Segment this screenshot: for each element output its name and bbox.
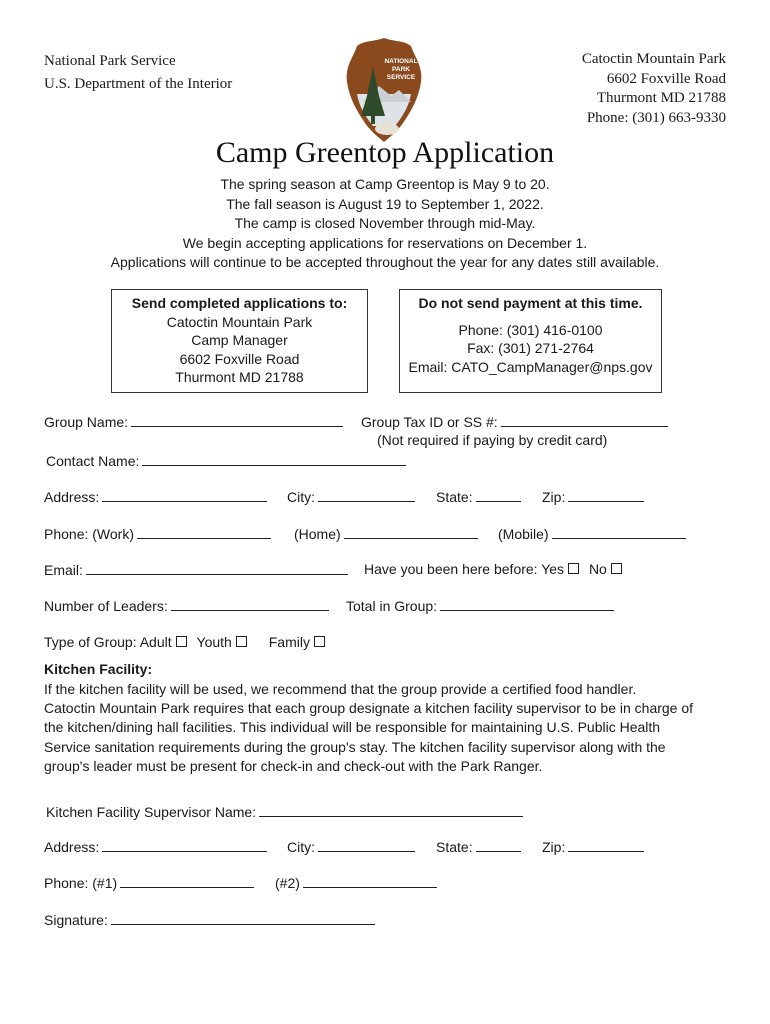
email-label: Email: xyxy=(44,562,83,578)
type-group-label: Type of Group: Adult xyxy=(44,634,172,650)
total-group-row xyxy=(346,597,614,614)
state-field[interactable] xyxy=(476,488,521,502)
logo-text-park: PARK xyxy=(392,66,410,73)
total-group-label: Total in Group: xyxy=(346,598,438,614)
phone-home-label: (Home) xyxy=(294,526,341,542)
city-field[interactable] xyxy=(318,488,415,502)
payment-box xyxy=(399,289,662,393)
phone-home-row xyxy=(294,525,478,542)
park-phone: Phone: (301) 663-9330 xyxy=(586,109,726,126)
intro-text xyxy=(0,175,770,273)
yes-checkbox[interactable] xyxy=(568,563,579,574)
payment-box-line: Email: CATO_CampManager@nps.gov xyxy=(408,358,653,375)
tax-id-field[interactable] xyxy=(501,413,668,427)
signature-field[interactable] xyxy=(111,911,375,925)
tree-trunk xyxy=(371,114,375,124)
email-row xyxy=(44,561,348,578)
email-field[interactable] xyxy=(86,561,348,575)
kitchen-text-line: Service sanitation requirements during the group's stay. The kitchen facility supervisor along with the xyxy=(44,738,666,755)
tax-id-note: (Not required if paying by credit card) xyxy=(377,432,608,448)
park-address-block xyxy=(582,50,726,128)
kitchen-facility-heading: Kitchen Facility: xyxy=(44,661,153,677)
phone-home-field[interactable] xyxy=(344,525,478,539)
kitchen-phone1-field[interactable] xyxy=(120,874,254,888)
num-leaders-row xyxy=(44,597,329,614)
agency-name: National Park Service xyxy=(44,53,176,69)
family-label: Family xyxy=(268,634,310,650)
intro-line: The fall season is August 19 to September 1, 2022. xyxy=(226,195,544,212)
address-field[interactable] xyxy=(102,488,267,502)
payment-box-line: Fax: (301) 271-2764 xyxy=(467,340,594,356)
zip-label: Zip: xyxy=(542,489,566,505)
intro-line: Applications will continue to be accepted throughout the year for any dates still available. xyxy=(110,254,660,270)
park-street: 6602 Foxville Road xyxy=(606,70,726,87)
no-label: No xyxy=(588,561,607,577)
send-box-heading: Send completed applications to: xyxy=(131,295,348,311)
supervisor-name-label: Kitchen Facility Supervisor Name: xyxy=(46,804,257,820)
payment-box-heading: Do not send payment at this time. xyxy=(418,295,643,311)
signature-row xyxy=(44,911,375,928)
kitchen-city-row xyxy=(287,838,415,855)
signature-label: Signature: xyxy=(44,912,108,928)
kitchen-text-line: Catoctin Mountain Park requires that each group designate a kitchen facility supervisor to be in charge of xyxy=(44,700,694,717)
been-before-label: Have you been here before: Yes xyxy=(364,561,565,577)
nps-arrowhead-logo xyxy=(343,36,425,144)
kitchen-text-line: group's leader must be present for check-in and check-out with the Park Ranger. xyxy=(44,757,543,774)
agency-block xyxy=(44,50,232,96)
kitchen-phone1-row xyxy=(44,874,254,891)
intro-line: The spring season at Camp Greentop is May 9 to 20. xyxy=(220,176,550,192)
phone-mobile-row xyxy=(498,525,686,542)
kitchen-state-field[interactable] xyxy=(476,838,521,852)
park-name: Catoctin Mountain Park xyxy=(581,51,726,67)
kitchen-city-field[interactable] xyxy=(318,838,415,852)
phone-mobile-field[interactable] xyxy=(552,525,686,539)
intro-line: We begin accepting applications for reservations on December 1. xyxy=(182,234,588,251)
group-name-label: Group Name: xyxy=(44,414,129,430)
payment-box-spacer xyxy=(400,313,661,321)
kitchen-zip-label: Zip: xyxy=(542,839,566,855)
address-label: Address: xyxy=(44,489,100,505)
contact-name-label: Contact Name: xyxy=(46,453,140,469)
kitchen-zip-field[interactable] xyxy=(568,838,644,852)
phone-work-label: Phone: (Work) xyxy=(44,526,134,542)
send-box-line: 6602 Foxville Road xyxy=(179,350,300,367)
kitchen-address-field[interactable] xyxy=(102,838,267,852)
total-group-field[interactable] xyxy=(440,597,614,611)
family-checkbox[interactable] xyxy=(314,636,325,647)
address-row xyxy=(44,488,267,505)
phone-work-row xyxy=(44,525,271,542)
tax-id-row xyxy=(361,413,668,430)
kitchen-state-label: State: xyxy=(436,839,473,855)
park-city: Thurmont MD 21788 xyxy=(596,90,726,106)
payment-box-line: Phone: (301) 416-0100 xyxy=(458,321,603,338)
send-applications-box xyxy=(111,289,368,393)
city-label: City: xyxy=(287,489,315,505)
kitchen-phone2-row xyxy=(275,874,437,891)
supervisor-name-field[interactable] xyxy=(259,803,523,817)
adult-checkbox[interactable] xyxy=(176,636,187,647)
contact-name-row xyxy=(46,452,406,469)
department-name: U.S. Department of the Interior xyxy=(44,76,233,92)
no-checkbox[interactable] xyxy=(611,563,622,574)
kitchen-zip-row xyxy=(542,838,644,855)
intro-line: The camp is closed November through mid-May. xyxy=(234,215,536,231)
send-box-line: Catoctin Mountain Park xyxy=(166,313,313,330)
kitchen-phone2-label: (#2) xyxy=(275,875,300,891)
bison-shape xyxy=(375,123,399,135)
kitchen-phone1-label: Phone: (#1) xyxy=(44,875,118,891)
zip-field[interactable] xyxy=(568,488,644,502)
youth-checkbox[interactable] xyxy=(236,636,247,647)
num-leaders-label: Number of Leaders: xyxy=(44,598,168,614)
group-name-row xyxy=(44,413,343,430)
kitchen-address-row xyxy=(44,838,267,855)
been-before-row xyxy=(364,561,622,577)
kitchen-facility-text xyxy=(44,680,734,776)
send-box-line: Camp Manager xyxy=(191,332,288,348)
page-title: Camp Greentop Application xyxy=(215,136,555,169)
contact-name-field[interactable] xyxy=(142,452,406,466)
zip-row xyxy=(542,488,644,505)
kitchen-city-label: City: xyxy=(287,839,315,855)
state-label: State: xyxy=(436,489,473,505)
kitchen-state-row xyxy=(436,838,521,855)
youth-label: Youth xyxy=(196,634,232,650)
kitchen-text-line: the kitchen/dining hall facilities. This individual will be responsible for maintaining U.S. Public Health xyxy=(44,719,661,736)
state-row xyxy=(436,488,521,505)
type-group-row xyxy=(44,634,325,650)
kitchen-text-line: If the kitchen facility will be used, we recommend that the group provide a certified food handler. xyxy=(44,681,637,697)
send-box-line: Thurmont MD 21788 xyxy=(175,369,304,385)
logo-text-service: SERVICE xyxy=(386,74,416,81)
phone-mobile-label: (Mobile) xyxy=(498,526,549,542)
supervisor-name-row xyxy=(46,803,523,820)
kitchen-phone2-field[interactable] xyxy=(303,874,437,888)
tax-id-label: Group Tax ID or SS #: xyxy=(361,414,498,430)
city-row xyxy=(287,488,415,505)
logo-text-national: NATIONAL xyxy=(384,58,418,65)
num-leaders-field[interactable] xyxy=(171,597,329,611)
group-name-field[interactable] xyxy=(131,413,343,427)
kitchen-address-label: Address: xyxy=(44,839,100,855)
phone-work-field[interactable] xyxy=(137,525,271,539)
